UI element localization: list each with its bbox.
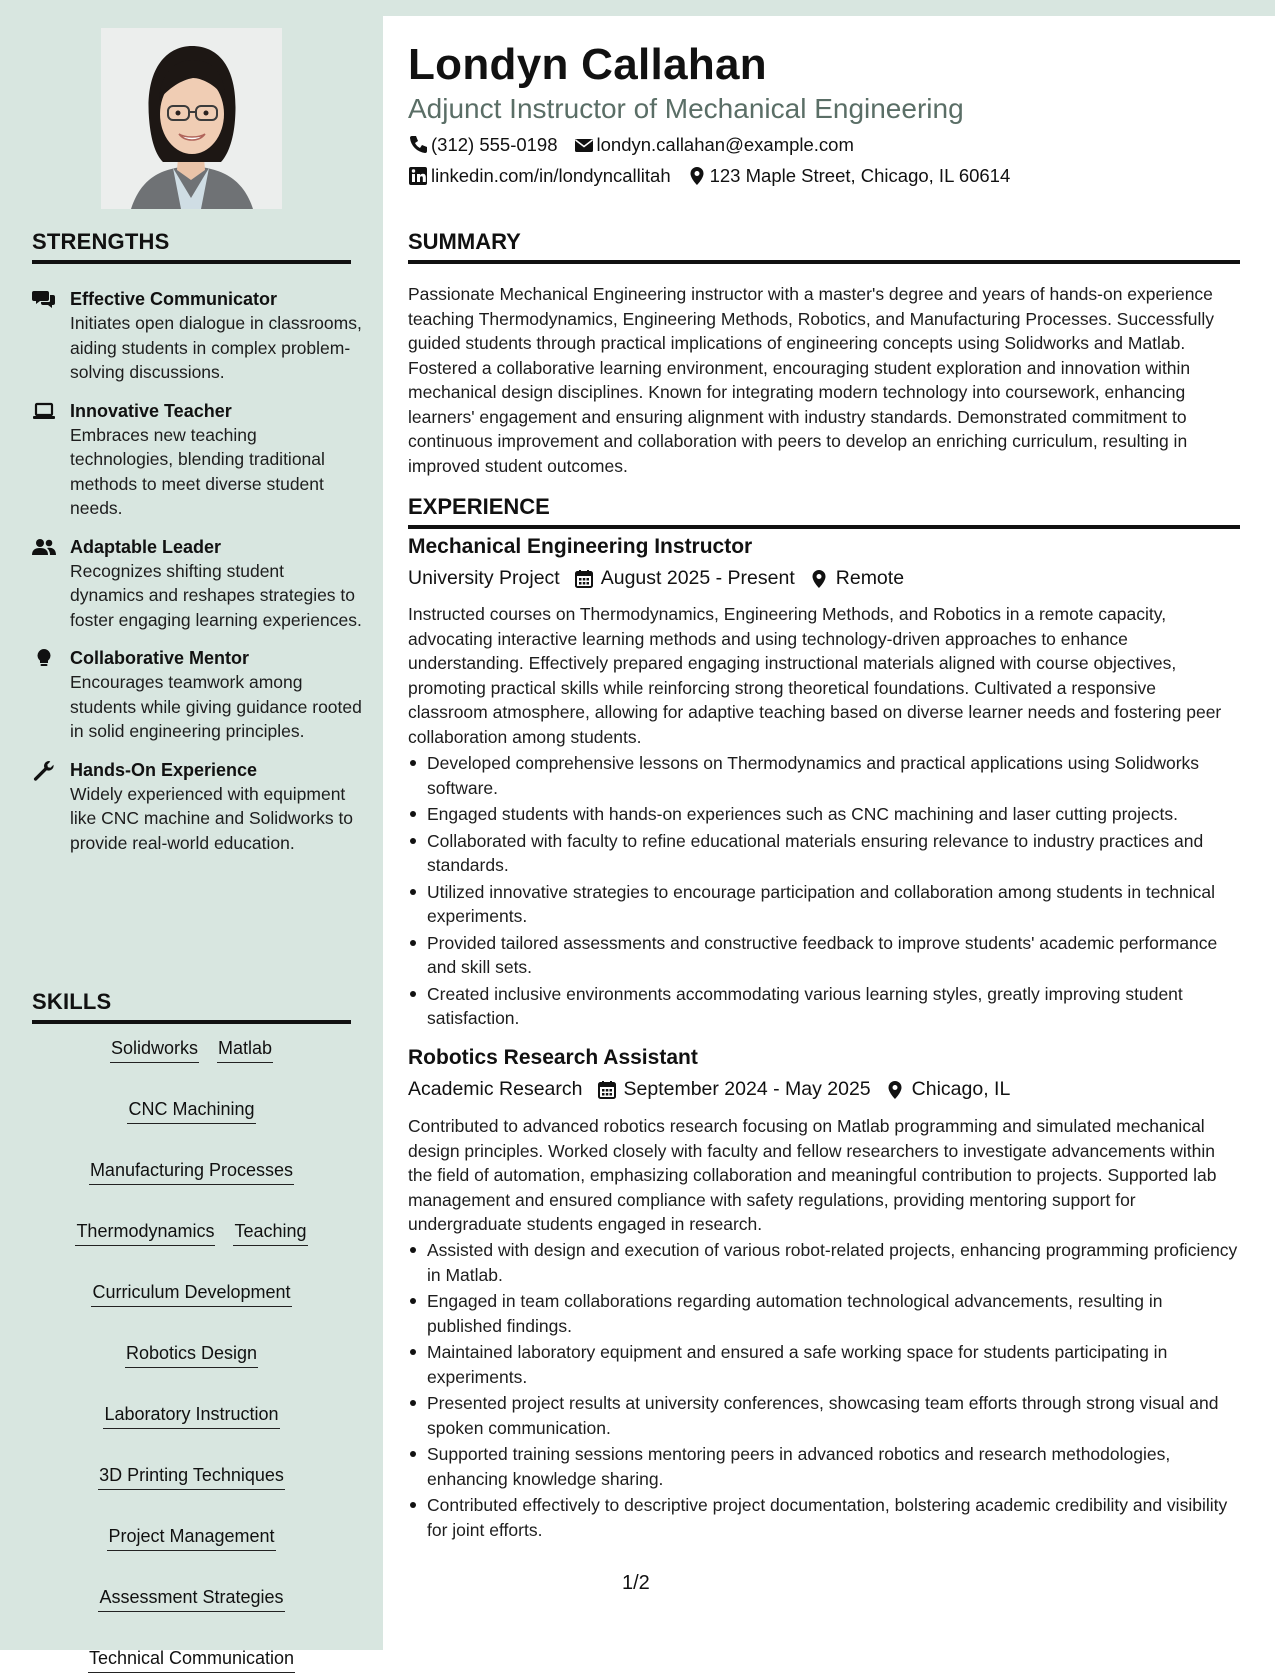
job-bullets [408, 751, 1240, 1033]
job-description: Instructed courses on Thermodynamics, Engineering Methods, and Robotics in a remote capacity, advocating interactive learning methods and using technology-driven approaches to enhance understanding. Effectively prepared engaging instructional materials aligned with course objectives, promoting practical skills while reinforcing strong theoretical foundations. Cultivated a responsive classroom atmosphere, allowing for adaptive teaching based on diverse learner needs and fostering peer collaboration among students. [408, 604, 1222, 747]
strength-item [32, 646, 362, 744]
skill-tag: CNC Machining [127, 1097, 255, 1124]
skill-tag: Laboratory Instruction [103, 1402, 279, 1429]
bullet-item: Developed comprehensive lessons on Thermodynamics and practical applications using Solidworks software. [408, 751, 1240, 800]
strength-title: Adaptable Leader [70, 536, 222, 557]
skill-tag: 3D Printing Techniques [98, 1463, 285, 1490]
job-org: Academic Research [408, 1078, 583, 1100]
skill-tag: Thermodynamics [75, 1219, 215, 1246]
strength-title: Hands-On Experience [70, 759, 258, 780]
job-title: Mechanical Engineering Instructor [408, 535, 753, 558]
laptop-icon [32, 399, 70, 521]
strength-desc: Embraces new teaching technologies, blending traditional methods to meet diverse student needs. [70, 424, 325, 518]
skill-tag: Solidworks [110, 1036, 199, 1063]
address-contact [687, 165, 1011, 187]
contact-row-2 [408, 165, 1026, 187]
bullet-item: Presented project results at university conferences, showcasing team efforts through strong visual and spoken communication. [408, 1391, 1240, 1440]
calendar-icon [597, 1080, 617, 1100]
strength-item [32, 399, 362, 521]
map-pin-icon [885, 1080, 905, 1100]
skills-list [32, 1036, 351, 1673]
job-org: University Project [408, 567, 560, 589]
email-contact[interactable] [574, 134, 854, 156]
bullet-item: Supported training sessions mentoring peers in advanced robotics and research methodologies, enhancing knowledge sharing. [408, 1442, 1240, 1491]
job-dates [574, 567, 795, 590]
phone-icon [408, 135, 428, 155]
linkedin-text: linkedin.com/in/londyncallitah [431, 165, 671, 186]
map-pin-icon [687, 166, 707, 186]
bullet-item: Created inclusive environments accommodating various learning styles, greatly improving student satisfaction. [408, 982, 1240, 1031]
summary-text: Passionate Mechanical Engineering instructor with a master's degree and years of hands-on experience teaching Thermodynamics, Engineering Methods, Robotics, and Manufacturing Processes. Successfully guided students through practical implications of engineering concepts using Solidworks and Matlab. Fostered a collaborative learning environment, encouraging student exploration and innovation within mechanical design disciplines. Known for integrating modern technology into coursework, enhancing learners' engagement and ensuring alignment with industry standards. Demonstrated commitment to continuous improvement and collaboration with peers to develop an enriching curriculum, resulting in improved student outcomes. [408, 284, 1215, 476]
job-location-text: Chicago, IL [911, 1078, 1011, 1100]
avatar [101, 28, 282, 209]
bullet-item: Contributed effectively to descriptive project documentation, bolstering academic credibility and visibility for joint efforts. [408, 1493, 1240, 1542]
strength-title: Innovative Teacher [70, 400, 232, 421]
bullet-item: Utilized innovative strategies to encourage participation and collaboration among students in technical experiments. [408, 880, 1240, 929]
wrench-icon [32, 758, 70, 856]
candidate-role: Adjunct Instructor of Mechanical Engineering [408, 93, 964, 124]
bullet-item: Engaged in team collaborations regarding automation technological advancements, resulting in published findings. [408, 1289, 1240, 1338]
skill-tag: Teaching [233, 1219, 307, 1246]
skill-tag: Project Management [107, 1524, 275, 1551]
strength-desc: Widely experienced with equipment like CNC machine and Solidworks to provide real-world education. [70, 783, 354, 853]
bullet-item: Collaborated with faculty to refine educational materials ensuring relevance to industry practices and standards. [408, 829, 1240, 878]
bullet-item: Maintained laboratory equipment and ensured a safe working space for students participating in experiments. [408, 1340, 1240, 1389]
strength-desc: Initiates open dialogue in classrooms, aiding students in complex problem-solving discussions. [70, 313, 362, 382]
skill-tag: Matlab [217, 1036, 273, 1063]
strength-desc: Encourages teamwork among students while giving guidance rooted in solid engineering principles. [70, 672, 362, 741]
page-number: 1/2 [622, 1572, 650, 1594]
phone-text: (312) 555-0198 [431, 134, 558, 155]
envelope-icon [574, 135, 594, 155]
comments-icon [32, 287, 70, 385]
skill-tag: Technical Communication [88, 1646, 295, 1673]
job-location [885, 1078, 1011, 1101]
email-text: londyn.callahan@example.com [596, 134, 854, 155]
bullet-item: Assisted with design and execution of various robot-related projects, enhancing programming proficiency in Matlab. [408, 1238, 1240, 1287]
job-description: Contributed to advanced robotics research focusing on Matlab programming and simulated mechanical design principles. Worked closely with faculty and fellow researchers to investigate advancements within the field of automation, emphasizing collaboration and meaningful contribution to projects. Supported lab management and ensured compliance with safety regulations, providing mentoring support for undergraduate students engaged in research. [408, 1116, 1217, 1234]
phone-contact [408, 134, 558, 156]
linkedin-contact[interactable] [408, 165, 671, 187]
strength-item [32, 758, 362, 856]
job-bullets [408, 1238, 1240, 1544]
summary-heading: SUMMARY [408, 229, 1240, 264]
calendar-icon [574, 569, 594, 589]
job-dates-text: September 2024 - May 2025 [623, 1078, 871, 1100]
job-title: Robotics Research Assistant [408, 1046, 698, 1069]
job-meta [408, 567, 918, 590]
address-text: 123 Maple Street, Chicago, IL 60614 [709, 165, 1011, 186]
strength-item [32, 535, 362, 633]
users-icon [32, 535, 70, 633]
strengths-heading: STRENGTHS [32, 229, 351, 264]
lightbulb-icon [32, 646, 70, 744]
job-location [809, 567, 904, 590]
job-dates-text: August 2025 - Present [600, 567, 795, 589]
bullet-item: Provided tailored assessments and constructive feedback to improve students' academic performance and skill sets. [408, 931, 1240, 980]
experience-heading: EXPERIENCE [408, 494, 1240, 529]
linkedin-icon [408, 166, 428, 186]
job-location-text: Remote [835, 567, 905, 589]
strength-item [32, 287, 362, 385]
skill-tag: Assessment Strategies [98, 1585, 284, 1612]
candidate-name: Londyn Callahan [408, 40, 767, 89]
strength-desc: Recognizes shifting student dynamics and reshapes strategies to foster engaging learning experiences. [70, 560, 362, 630]
contact-row-1 [408, 134, 870, 156]
skill-tag: Robotics Design [125, 1341, 258, 1368]
job-dates [597, 1078, 871, 1101]
skill-tag: Manufacturing Processes [89, 1158, 294, 1185]
map-pin-icon [809, 569, 829, 589]
profile-photo [101, 28, 282, 209]
job-meta [408, 1078, 1024, 1101]
strength-title: Effective Communicator [70, 289, 278, 309]
strengths-list [32, 287, 362, 869]
strength-title: Collaborative Mentor [70, 648, 250, 668]
skill-tag: Curriculum Development [91, 1280, 291, 1307]
bullet-item: Engaged students with hands-on experiences such as CNC machining and laser cutting projects. [408, 802, 1240, 827]
skills-heading: SKILLS [32, 989, 351, 1024]
